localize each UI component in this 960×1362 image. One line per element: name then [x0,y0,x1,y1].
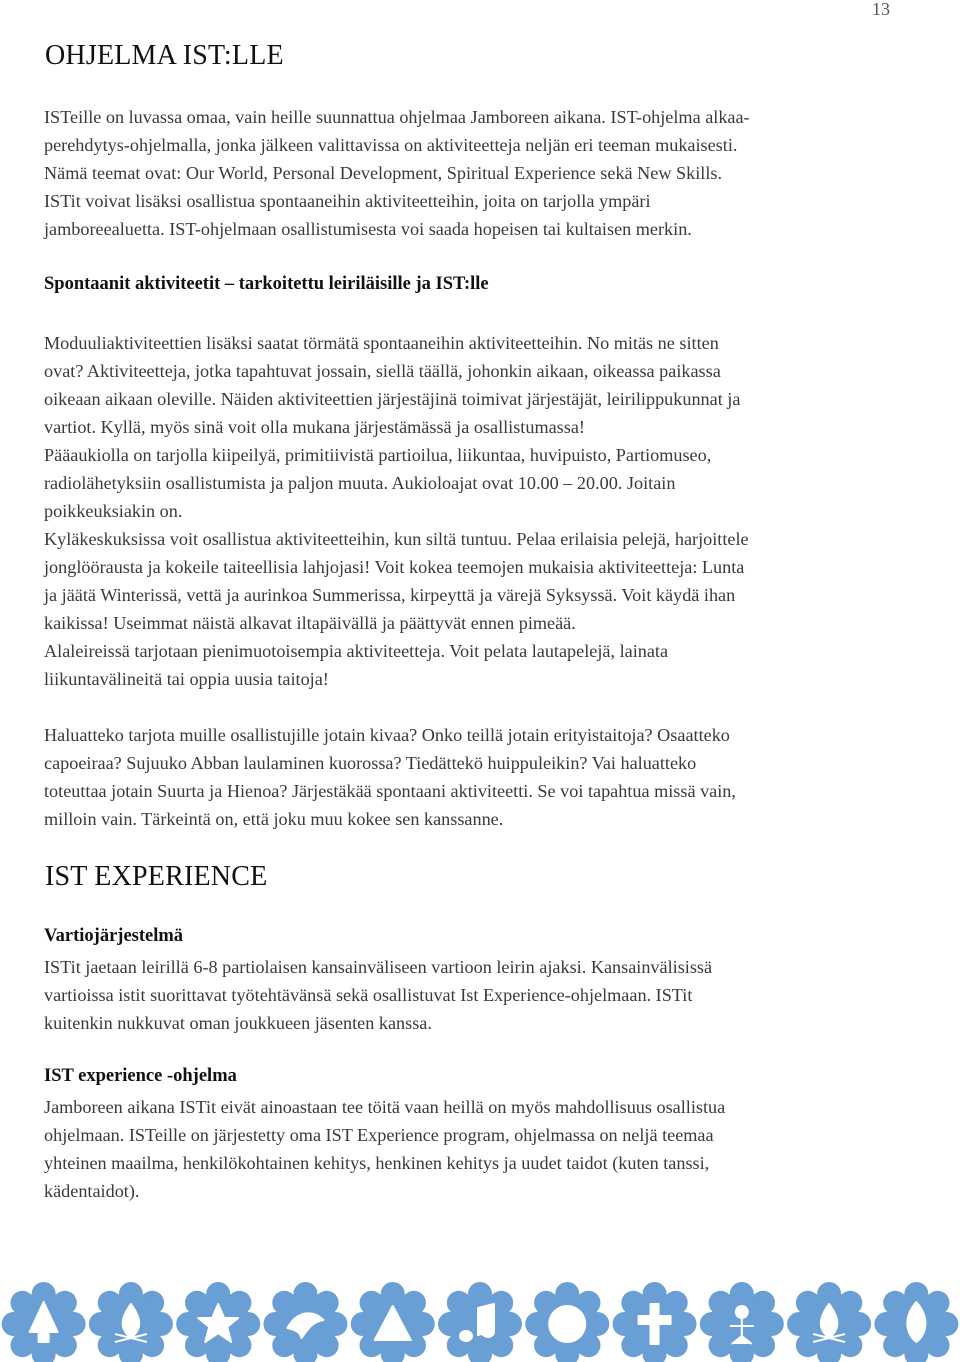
dove-icon [263,1282,347,1362]
subheading-ist-experience-ohjelma: IST experience -ohjelma [44,1066,237,1086]
section-heading-ist-experience: IST EXPERIENCE [45,861,268,892]
text-line: Nämä teemat ovat: Our World, Personal Development, Spiritual Experience sekä New Skills. [44,163,723,183]
music-icon [438,1282,522,1362]
section-heading-ohjelma: OHJELMA IST:LLE [45,40,284,71]
sailor-icon [700,1282,784,1362]
ist-experience-paragraph [44,1093,909,1205]
text-line: Pääaukiolla on tarjolla kiipeilyä, primitiivistä partioilua, liikuntaa, huvipuisto, Partiomuseo, [44,445,712,465]
tree-icon [2,1282,86,1362]
text-line: kädentaidot). [44,1181,140,1201]
text-line: toteuttaa jotain Suurta ja Hienoa? Järjestäkää spontaani aktiviteetti. Se voi tapahtua missä vain, [44,781,736,801]
text-line: Jamboreen aikana ISTit eivät ainoastaan tee töitä vaan heillä on myös mahdollisuus osallistua [44,1097,726,1117]
text-line: ISTit jaetaan leirillä 6-8 partiolaisen kansainväliseen vartioon leirin ajaksi. Kansainvälisissä [44,957,713,977]
text-line: perehdytys-ohjelmalla, jonka jälkeen valittavissa on aktiviteetteja neljän eri teeman mukaisesti. [44,135,738,155]
text-line: ja jäätä Winterissä, vettä ja aurinkoa Summerissa, kirpeyttä ja värejä Syksyssä. Voit käydä ihan [44,585,736,605]
text-line: kaikissa! Useimmat näistä alkavat iltapäivällä ja päättyvät ennen pimeää. [44,613,576,633]
campfire-icon [787,1282,871,1362]
cross-icon [613,1282,697,1362]
footer-icon-strip [0,1262,960,1362]
text-line: oikeaan aikaan oleville. Näiden aktiviteettien järjestäjinä toimivat järjestäjät, leirilippukunnat ja [44,389,741,409]
text-line: jonglöörausta ja kokeile taiteellisia lahjojasi! Voit kokea teemojen mukaisia aktiviteetteja: Lunta [44,557,745,577]
text-line: ISTeille on luvassa omaa, vain heille suunnattua ohjelmaa Jamboreen aikana. IST-ohjelma alkaa- [44,107,750,127]
text-line: kuitenkin nukkuvat oman joukkueen jäsenten kanssa. [44,1013,432,1033]
text-line: yhteinen maailma, henkilökohtainen kehitys, henkinen kehitys ja uudet taidot (kuten tanssi, [44,1153,710,1173]
text-line: Moduuliaktiviteettien lisäksi saatat törmätä spontaaneihin aktiviteetteihin. No mitäs ne sitten [44,333,719,353]
subheading-spontaanit: Spontaanit aktiviteetit – tarkoitettu leiriläisille ja IST:lle [44,274,489,294]
globe-icon [525,1282,609,1362]
text-line: radiolähetyksiin osallistumista ja paljon muuta. Aukioloajat ovat 10.00 – 20.00. Joitain [44,473,676,493]
fire-icon [874,1282,958,1362]
text-line: Haluatteko tarjota muille osallistujille jotain kivaa? Onko teillä jotain erityistaitoja? Osaatteko [44,725,730,745]
text-line: milloin vain. Tärkeintä on, että joku muu kokee sen kanssanne. [44,809,504,829]
text-line: poikkeuksiakin on. [44,501,183,521]
vartio-paragraph [44,953,909,1037]
text-line: jamboreealuetta. IST-ohjelmaan osallistumisesta voi saada hopeisen tai kultaisen merkin. [44,219,692,239]
intro-paragraph [44,103,909,243]
text-line: Alaleireissä tarjotaan pienimuotoisempia aktiviteetteja. Voit pelata lautapelejä, lainata [44,641,669,661]
subheading-vartiojarjestelma: Vartiojärjestelmä [44,926,184,946]
text-line: vartiot. Kyllä, myös sinä voit olla mukana järjestämässä ja osallistumassa! [44,417,585,437]
closing-paragraph [44,721,909,833]
star-icon [176,1282,260,1362]
text-line: ohjelmaan. ISTeille on järjestetty oma IST Experience program, ohjelmassa on neljä teemaa [44,1125,714,1145]
tent-icon [351,1282,435,1362]
spontaneous-paragraph [44,329,909,693]
text-line: capoeiraa? Sujuuko Abban laulaminen kuorossa? Tiedättekö huippuleikin? Vai haluatteko [44,753,697,773]
campfire-icon [89,1282,173,1362]
text-line: ovat? Aktiviteetteja, jotka tapahtuvat jossain, siellä täällä, johonkin aikaan, oikeassa paikassa [44,361,721,381]
text-line: ISTit voivat lisäksi osallistua spontaaneihin aktiviteetteihin, joita on tarjolla ympäri [44,191,651,211]
text-line: vartioissa istit suorittavat työtehtävänsä sekä osallistuvat Ist Experience-ohjelmaan. ISTit [44,985,693,1005]
text-line: liikuntavälineitä tai oppia uusia taitoja! [44,669,329,689]
page-number: 13 [872,0,890,19]
text-line: Kyläkeskuksissa voit osallistua aktiviteetteihin, kun siltä tuntuu. Pelaa erilaisia pelejä, harjoittele [44,529,749,549]
